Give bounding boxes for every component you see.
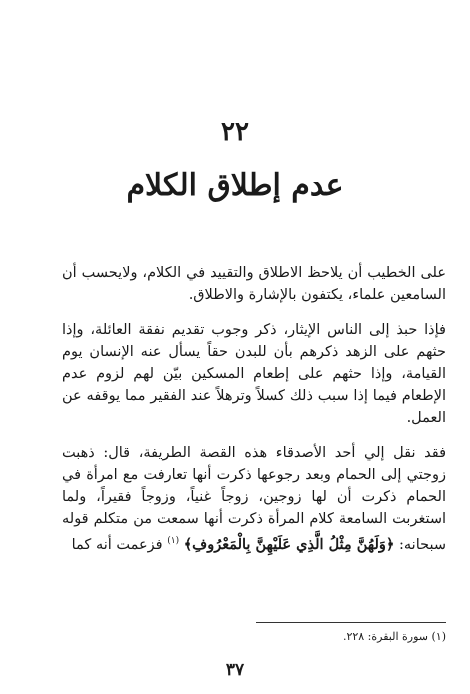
paragraph-3 — [62, 442, 446, 556]
paragraph-1: على الخطيب أن يلاحظ الاطلاق والتقييد في الكلام، ولايحسب أن السامعين علماء، يكتفون بالإشارة والاطلاق. — [62, 265, 446, 303]
quran-verse: ﴿وَلَهُنَّ مِثْلُ الَّذِي عَلَيْهِنَّ بِالْمَعْرُوفِ﴾ — [183, 535, 395, 553]
chapter-title: عدم إطلاق الكلام — [126, 168, 344, 203]
paragraph-2: فإذا حبذ إلى الناس الإيثار، ذكر وجوب تقديم نفقة العائلة، وإذا حثهم على الزهد ذكرهم بأن للبدن حقاً يسأل عنه الإنسان يوم القيامة، وإذا حثهم على إطعام المسكين بيّن لهم لزوم عدم الإطعام فيما إذا سبب ذلك كسلاً وترهلاً عند الفقير مما يوقفه عن العمل. — [62, 322, 446, 426]
chapter-number: ٢٢ — [221, 117, 249, 147]
paragraph-3-text-before: فقد نقل إلي أحد الأصدقاء هذه القصة الطريفة، قال: ذهبت زوجتي إلى الحمام وبعد رجوعها ذكرت أنها تعارفت مع امرأة في الحمام ذكرت أن لها زوجين، زوجاً غنياً، وزوجاً فقيراً، ولما استغربت السامعة كلام المرأة ذكرت أنها سمعت من متكلم قوله سبحانه: — [62, 445, 446, 553]
footnote-divider — [256, 622, 446, 623]
paragraph-3-text-after: فزعمت أنه كما — [71, 536, 163, 553]
footnote-reference: (١) — [167, 536, 180, 546]
page-body — [62, 262, 446, 569]
page-number: ٣٧ — [225, 660, 245, 680]
footnote: (١) سورة البقرة: ٢٢٨. — [342, 630, 446, 643]
